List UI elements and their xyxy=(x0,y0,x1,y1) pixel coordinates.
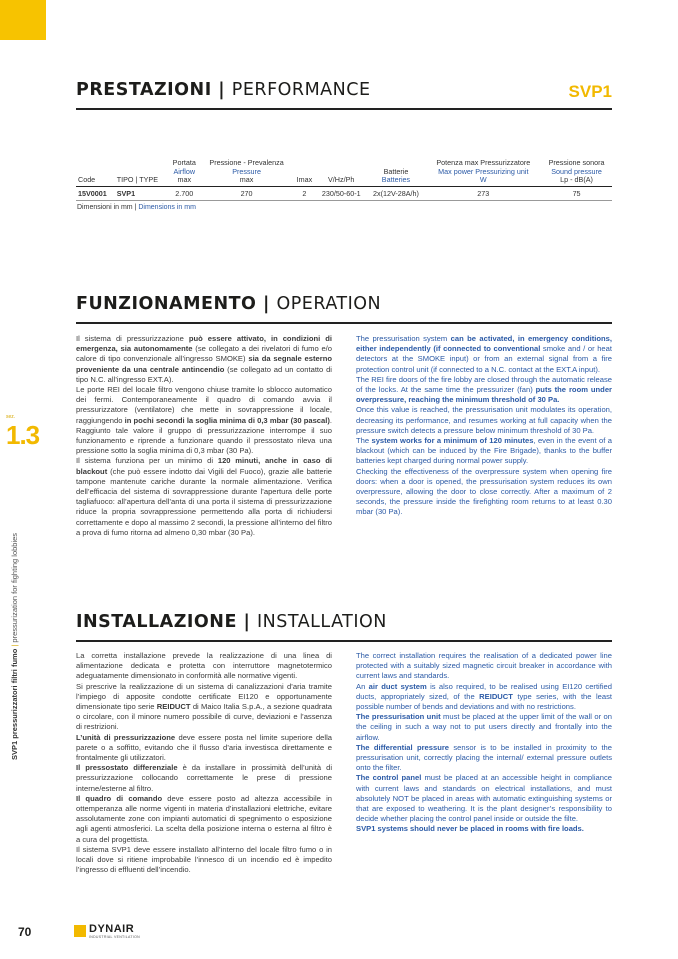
dim-en: Dimensions in mm xyxy=(138,204,196,211)
th-pressure: Pressione - Prevalenza Pressure max xyxy=(209,158,284,185)
th-code: Code xyxy=(78,175,96,185)
th-sound: Pressione sonora Sound pressure Lp - dB(A) xyxy=(548,158,605,185)
dimensions-note xyxy=(77,204,196,211)
installation-title-en: INSTALLATION xyxy=(257,612,387,632)
operation-title-it: FUNZIONAMENTO xyxy=(76,294,257,314)
dim-sep: | xyxy=(132,204,139,211)
table-row xyxy=(76,186,612,200)
installation-rule xyxy=(76,640,612,642)
performance-heading xyxy=(76,80,371,100)
performance-rule xyxy=(76,108,612,110)
operation-text-en: The pressurisation system can be activated, in emergency conditions, either independently (if connected to conventional smoke and / or heat detectors at the SMOKE input) or from an external signal from a fire protection control unit (if connected to a N.C. contact at the EXT.A input). The REI fire doors of the fire lobby are closed through the automatic release of the locks. At the same time the pressurizer (fan) puts the room under overpressure, reaching the minimum threshold of 30 Pa. Once this value is reached, the pressurisation unit modulates its operation, decreasing its performance, and resumes working at full capacity when the pressure switch detects a pressure below minimum threshold of 30 Pa. The system works for a minimum of 120 minutes, even in the event of a blackout (which can be induced by the Fire Brigade), thanks to the buffer batteries kept charged during normal power supply. Checking the effectiveness of the overpressure system when opening fire doors: when a door is opened, the pressurisation system reduces its own overpressure, allowing the door to close correctly. After a maximum of 2 seconds, the pressure inside the firefighting room returns to at least 0.30 mbar (30 Pa). xyxy=(356,334,612,517)
logo-name: DYNAIR xyxy=(89,923,135,935)
th-imax: Imax xyxy=(296,175,313,185)
logo-tagline: INDUSTRIAL VENTILATION xyxy=(89,935,140,939)
installation-title-sep: | xyxy=(236,612,257,632)
vertical-title-rest: pressurization for fighting lobbies xyxy=(10,532,19,643)
cell-imax: 2 xyxy=(293,186,316,200)
sidebar-gutter xyxy=(0,40,46,959)
table-header-row xyxy=(76,158,612,186)
dim-it: Dimensioni in mm xyxy=(77,204,133,211)
th-airflow: Portata Airflow max xyxy=(172,158,196,185)
cell-batteries: 2x(12V-28A/h) xyxy=(366,186,425,200)
vertical-title-sep: | xyxy=(10,642,19,649)
cell-sound: 75 xyxy=(541,186,612,200)
operation-title-sep: | xyxy=(256,294,277,314)
installation-heading xyxy=(76,612,387,632)
performance-table xyxy=(76,158,612,201)
vertical-title-bold: SVP1 pressurizzatori filtri fumo xyxy=(10,648,19,760)
logo-mark-icon xyxy=(74,925,86,937)
cell-type: SVP1 xyxy=(115,186,168,200)
operation-text-it: Il sistema di pressurizzazione può essere attivato, in condizioni di emergenza, sia autonomamente (se collegato a dei rivelatori di fumo e/o calore di tipo convenzionale all’ingresso SMOKE) sia da segnale esterno proveniente da una centrale antincendio (se collegato ad un contatto di tipo N.C. all’ingresso EXT.A). Le porte REI del locale filtro vengono chiuse tramite lo sblocco automatico dei fermi. Contemporaneamente il quadro di comando avvia il pressurizzatore (ventilatore) che mette in sovrappressione il locale, raggiungendo in pochi secondi la soglia minima di 0,3 mbar (30 pascal). Raggiunto tale valore il gruppo di pressurizzazione interrompe il suo funzionamento e riprende a funzionare quando il pressostato rileva una pressione sotto la soglia minima di 0,3 mbar (30 Pa). Il sistema funziona per un minimo di 120 minuti, anche in caso di blackout (che può essere indotto dai Vigili del Fuoco), grazie alle batterie tampone mantenute cariche durante la normale alimentazione. Verifica dell’efficacia del sistema di sovrappressione durante l’apertura delle porte tagliafuoco: all’apertura dell’anta di una porta il sistema di pressurizzazione riduce la propria sovrappressione permettendo alla porta di richiudersi correttamente e dopo al massimo 2 secondi, la pressione all’interno del filtro a prova di fumo ritorna ad almeno 0,30 mbar (30 Pa). xyxy=(76,334,333,537)
operation-title-en: OPERATION xyxy=(276,294,382,314)
cell-code: 15V0001 xyxy=(76,186,115,200)
cell-vhz: 230/50-60-1 xyxy=(316,186,367,200)
section-label: sez. xyxy=(6,414,16,420)
performance-title-it: PRESTAZIONI xyxy=(76,80,212,100)
cell-power: 273 xyxy=(425,186,541,200)
vertical-running-title xyxy=(10,510,19,760)
installation-text-it: La corretta installazione prevede la realizzazione di una linea di alimentazione dedicata e protetta con interruttore magnetotermico adeguatamente dimensionato in conformità alle normative vigenti. Si prescrive la realizzazione di un sistema di canalizzazioni d’aria tramite l’impiego di apposite condotte certificate EI120 e opportunamente dimensionate tipo serie REIDUCT di Maico Italia S.p.A., a sezione quadrata o circolare, con il minore numero possibile di curve, deviazioni e l’assenza di restrizioni. L’unità di pressurizzazione deve essere posta nel limite superiore della parete o a soffitto, evitando che il flusso d’aria investisca direttamente e frontalmente gli utilizzatori. Il pressostato differenziale è da installare in prossimità dell’unità di pressurizzazione collocando correttamente le prese di pressione interne/esterne al filtro. Il quadro di comando deve essere posto ad altezza accessibile in ottemperanza alle norme vigenti in materia d’installazioni elettriche, evitare assolutamente zone con impianti automatici di spegnimento o esposizione agli agenti atmosferici. La scelta della posizione interna o esterna al filtro è a cura del progettista. Il sistema SVP1 deve essere installato all’interno del locale filtro fumo o in locali dove si ritiene improbabile l’innesco di un incendio ed è impedito l’ingresso di effluenti dell’incendio. xyxy=(76,651,333,875)
th-vhz: V/Hz/Ph xyxy=(328,175,355,185)
cell-airflow: 2.700 xyxy=(168,186,200,200)
th-batteries: Batterie Batteries xyxy=(381,166,411,185)
th-type: TIPO | TYPE xyxy=(116,175,158,185)
installation-title-it: INSTALLAZIONE xyxy=(76,612,237,632)
cell-pressure: 270 xyxy=(200,186,293,200)
model-badge: SVP1 xyxy=(568,82,612,101)
operation-rule xyxy=(76,322,612,324)
section-number: 1.3 xyxy=(6,420,40,450)
th-power: Potenza max Pressurizzatore Max power Pressurizing unit W xyxy=(436,158,531,185)
performance-title-en: PERFORMANCE xyxy=(231,80,371,100)
performance-title-sep: | xyxy=(211,80,232,100)
brand-logo xyxy=(74,924,154,940)
page-number: 70 xyxy=(18,925,32,939)
operation-heading xyxy=(76,294,381,314)
installation-text-en: The correct installation requires the realisation of a dedicated power line protected with a suitably sized magnetic circuit breaker in accordance with current laws and standards. An air duct system is also required, to be realised using EI120 certified ducts, appropriately sized, of the REIDUCT type series, with the least possible number of bends and deviations and with no restrictions. The pressurisation unit must be placed at the upper limit of the wall or on the ceiling in such a way not to put users directly and frontally into the airflow. The differential pressure sensor is to be installed in proximity to the pressurisation unit, correctly placing the internal/ external pressure outlets onto the filter. The control panel must be placed at an accessible height in compliance with current laws and standards on electrical installations, and must absolutely NOT be placed in areas with automatic extinguishing systems or that are exposed to weathering. It is the plant designer’s responsibility to decide whether placing the control panel inside or outside the filte. SVP1 systems should never be placed in rooms with fire loads. xyxy=(356,651,613,834)
